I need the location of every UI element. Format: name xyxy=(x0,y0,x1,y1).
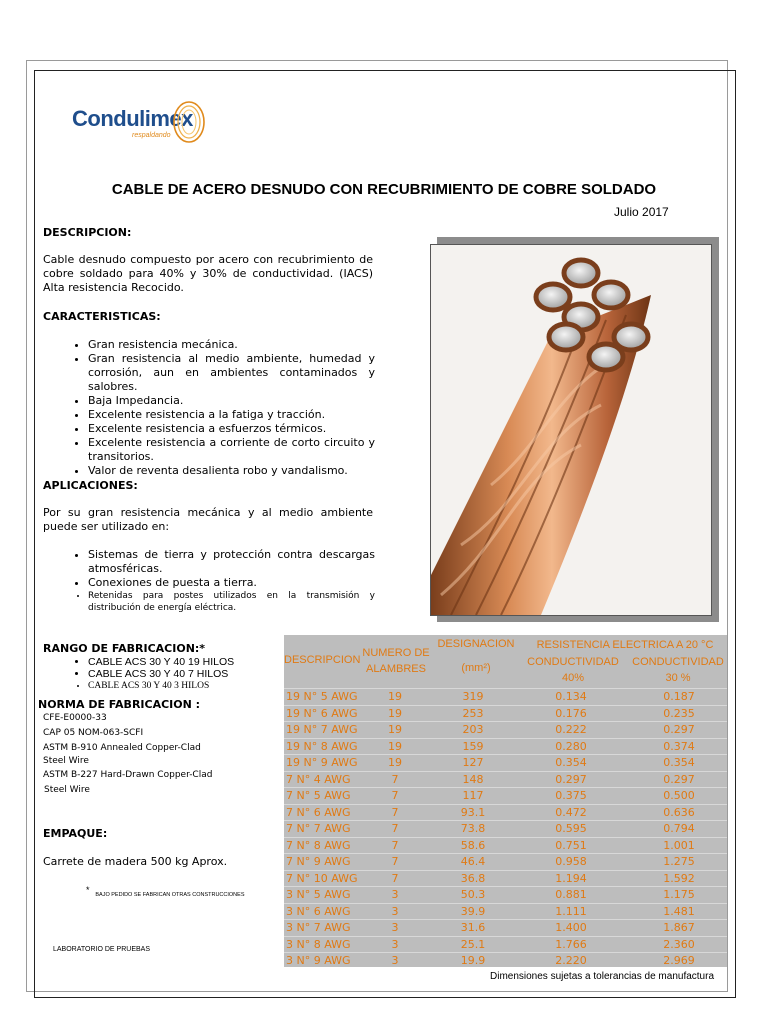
rango-list xyxy=(43,656,234,692)
col-header-designacion-unit: (mm²) xyxy=(461,662,491,674)
table-cell: 7 xyxy=(391,855,399,868)
table-row xyxy=(284,936,727,953)
list-item: • Gran resistencia al medio ambiente, humedad y corrosión, aun en ambientes contaminados y salobres. xyxy=(88,352,375,394)
table-row xyxy=(284,721,727,738)
list-item: • Conexiones de puesta a tierra. xyxy=(88,576,375,590)
list-item: • Gran resistencia mecánica. xyxy=(88,338,375,352)
table-cell: 1.275 xyxy=(663,855,695,868)
col-header-numero: NUMERO DE ALAMBRES xyxy=(362,647,430,675)
table-cell: 3 N° 7 AWG xyxy=(286,921,351,934)
table-cell: 319 xyxy=(462,690,484,703)
table-row xyxy=(284,919,727,936)
table-cell: 7 N° 8 AWG xyxy=(286,838,351,852)
col-header-designacion: DESIGNACION xyxy=(437,638,515,650)
document-title: CABLE DE ACERO DESNUDO CON RECUBRIMIENTO DE COBRE SOLDADO xyxy=(111,181,657,198)
table-cell: 0.472 xyxy=(555,805,587,819)
table-cell: 0.500 xyxy=(663,789,695,802)
table-cell: 2.220 xyxy=(555,954,587,967)
table-cell: 0.187 xyxy=(663,690,695,703)
footnote xyxy=(86,885,245,898)
table-cell: 7 N° 10 AWG xyxy=(286,871,358,885)
table-cell: 7 N° 5 AWG xyxy=(286,789,351,802)
table-cell: 1.766 xyxy=(555,937,587,951)
lab-label: LABORATORIO DE PRUEBAS xyxy=(53,946,150,953)
table-cell: 0.235 xyxy=(663,706,695,720)
aplicaciones-heading: APLICACIONES: xyxy=(43,479,138,492)
table-cell: 7 N° 4 AWG xyxy=(286,772,351,786)
descripcion-text: Cable desnudo compuesto por acero con recubrimiento de cobre soldado para 40% y 30% de conductividad. (IACS) Alta resistencia Recocido. xyxy=(43,253,373,294)
table-cell: 19 N° 8 AWG xyxy=(286,739,358,753)
table-cell: 19 N° 6 AWG xyxy=(286,706,358,720)
table-row xyxy=(284,804,727,821)
norma-line: ASTM B-910 Annealed Copper-Clad xyxy=(43,743,201,753)
table-cell: 3 xyxy=(391,921,399,934)
caracteristicas-heading: CARACTERISTICAS: xyxy=(43,310,161,323)
table-cell: 46.4 xyxy=(460,855,486,868)
table-row xyxy=(284,870,727,887)
norma-line: Steel Wire xyxy=(43,756,89,766)
table-cell: 0.354 xyxy=(555,756,587,769)
empaque-text: Carrete de madera 500 kg Aprox. xyxy=(43,855,228,868)
table-cell: 3 xyxy=(391,888,399,901)
table-row xyxy=(284,837,727,854)
list-item: • CABLE ACS 30 Y 40 19 HILOS xyxy=(88,656,234,668)
table-cell: 0.794 xyxy=(663,822,695,835)
table-cell: 0.958 xyxy=(555,855,587,868)
table-cell: 19 N° 9 AWG xyxy=(286,756,358,769)
table-cell: 1.867 xyxy=(663,921,695,934)
table-cell: 0.354 xyxy=(663,756,695,769)
table-cell: 3 N° 5 AWG xyxy=(286,888,351,901)
logo-rings-icon xyxy=(172,100,206,144)
col-header-cond40: CONDUCTIVIDAD xyxy=(527,656,619,668)
table-row xyxy=(284,771,727,788)
rango-heading: RANGO DE FABRICACION:* xyxy=(43,642,206,655)
table-cell: 39.9 xyxy=(460,904,486,918)
table-row xyxy=(284,853,727,870)
col-header-descripcion: DESCRIPCION xyxy=(284,654,361,666)
col-header-cond40-pct: 40% xyxy=(561,672,585,684)
table-cell: 1.194 xyxy=(555,871,587,885)
table-cell: 19 N° 5 AWG xyxy=(286,690,358,703)
table-cell: 0.636 xyxy=(663,805,695,819)
table-cell: 0.222 xyxy=(555,723,587,736)
table-cell: 3 xyxy=(391,954,399,967)
table-cell: 3 N° 8 AWG xyxy=(286,937,351,951)
table-cell: 7 xyxy=(391,822,399,835)
table-cell: 7 N° 9 AWG xyxy=(286,855,351,868)
table-cell: 203 xyxy=(462,723,484,736)
table-cell: 2.969 xyxy=(663,954,695,967)
table-cell: 1.481 xyxy=(663,904,695,918)
table-cell: 19.9 xyxy=(460,954,486,967)
table-cell: 0.297 xyxy=(555,772,587,786)
list-item: • CABLE ACS 30 Y 40 7 HILOS xyxy=(88,668,234,680)
col-header-cond30-pct: 30 % xyxy=(665,672,691,684)
table-row xyxy=(284,705,727,722)
norma-heading: NORMA DE FABRICACION : xyxy=(38,698,201,711)
table-row xyxy=(284,886,727,903)
footnote-mark: * xyxy=(86,885,90,895)
table-row xyxy=(284,820,727,837)
table-cell: 0.280 xyxy=(555,739,587,753)
col-header-resistencia: RESISTENCIA ELECTRICA A 20 °C xyxy=(536,639,714,651)
table-cell: 3 N° 9 AWG xyxy=(286,954,351,967)
table-cell: 19 xyxy=(388,756,402,769)
aplicaciones-list xyxy=(43,548,375,614)
table-row xyxy=(284,952,727,969)
table-cell: 7 xyxy=(391,838,399,852)
col-header-cond30: CONDUCTIVIDAD xyxy=(632,656,724,668)
copper-cable-image xyxy=(431,245,711,615)
norma-line: ASTM B-227 Hard-Drawn Copper-Clad xyxy=(43,770,213,780)
table-cell: 1.111 xyxy=(555,904,587,918)
table-cell: 1.175 xyxy=(663,888,695,901)
table-cell: 7 xyxy=(391,871,399,885)
table-cell: 25.1 xyxy=(460,937,486,951)
table-cell: 2.360 xyxy=(663,937,695,951)
table-cell: 127 xyxy=(462,756,484,769)
table-cell: 0.176 xyxy=(555,706,587,720)
table-cell: 0.297 xyxy=(663,723,695,736)
table-cell: 1.592 xyxy=(663,871,695,885)
norma-line: CFE-E0000-33 xyxy=(43,713,107,723)
list-item: • Sistemas de tierra y protección contra descargas atmosféricas. xyxy=(88,548,375,576)
table-cell: 73.8 xyxy=(460,822,486,835)
cable-photo xyxy=(430,244,712,616)
table-cell: 0.134 xyxy=(555,690,587,703)
table-cell: 93.1 xyxy=(460,805,486,819)
list-item: • CABLE ACS 30 Y 40 3 HILOS xyxy=(88,680,234,692)
table-cell: 3 xyxy=(391,937,399,951)
table-cell: 7 xyxy=(391,772,399,786)
list-item: • Excelente resistencia a esfuerzos térmicos. xyxy=(88,422,375,436)
table-cell: 19 xyxy=(388,739,402,753)
table-row xyxy=(284,738,727,755)
table-cell: 3 N° 6 AWG xyxy=(286,904,351,918)
footnote-text: BAJO PEDIDO SE FABRICAN OTRAS CONSTRUCCIONES xyxy=(95,892,245,898)
table-row xyxy=(284,903,727,920)
table-cell: 0.375 xyxy=(555,789,587,802)
table-cell: 0.374 xyxy=(663,739,695,753)
caracteristicas-list xyxy=(43,338,375,478)
condulimex-logo xyxy=(72,100,212,150)
table-cell: 58.6 xyxy=(460,838,486,852)
table-cell: 0.881 xyxy=(555,888,587,901)
list-item: • Excelente resistencia a corriente de corto circuito y transitorios. xyxy=(88,436,375,464)
table-cell: 159 xyxy=(462,739,484,753)
empaque-heading: EMPAQUE: xyxy=(43,827,108,840)
table-cell: 7 xyxy=(391,805,399,819)
logo-tagline: respaldando xyxy=(132,132,171,139)
table-cell: 7 N° 6 AWG xyxy=(286,805,351,819)
footer-note: Dimensiones sujetas a tolerancias de manufactura xyxy=(490,971,715,982)
table-row xyxy=(284,688,727,705)
list-item: • Baja Impedancia. xyxy=(88,394,375,408)
table-cell: 31.6 xyxy=(460,921,486,934)
table-cell: 0.297 xyxy=(663,772,695,786)
table-row xyxy=(284,787,727,804)
table-cell: 0.751 xyxy=(555,838,587,852)
table-cell: 0.595 xyxy=(555,822,587,835)
table-cell: 7 N° 7 AWG xyxy=(286,822,351,835)
norma-line: Steel Wire xyxy=(44,785,90,795)
table-cell: 1.001 xyxy=(663,838,695,852)
table-cell: 50.3 xyxy=(460,888,486,901)
document-date: Julio 2017 xyxy=(614,205,669,219)
table-cell: 36.8 xyxy=(460,871,486,885)
table-cell: 3 xyxy=(391,904,399,918)
table-row xyxy=(284,754,727,771)
table-cell: 7 xyxy=(391,789,399,802)
table-cell: 19 xyxy=(388,706,402,720)
table-cell: 1.400 xyxy=(555,921,587,934)
logo-wordmark: Condulimex xyxy=(72,106,193,131)
table-cell: 148 xyxy=(462,772,484,786)
list-item: • Retenidas para postes utilizados en la transmisión y distribución de energía eléctrica. xyxy=(88,590,375,614)
table-cell: 19 xyxy=(388,690,402,703)
table-cell: 19 xyxy=(388,723,402,736)
norma-line: CAP 05 NOM-063-SCFI xyxy=(43,728,144,738)
table-cell: 19 N° 7 AWG xyxy=(286,723,358,736)
table-cell: 253 xyxy=(462,706,484,720)
descripcion-heading: DESCRIPCION: xyxy=(43,226,132,239)
list-item: • Valor de reventa desalienta robo y vandalismo. xyxy=(88,464,375,478)
aplicaciones-text: Por su gran resistencia mecánica y al medio ambiente puede ser utilizado en: xyxy=(43,506,373,533)
list-item: • Excelente resistencia a la fatiga y tracción. xyxy=(88,408,375,422)
table-cell: 117 xyxy=(462,789,484,802)
